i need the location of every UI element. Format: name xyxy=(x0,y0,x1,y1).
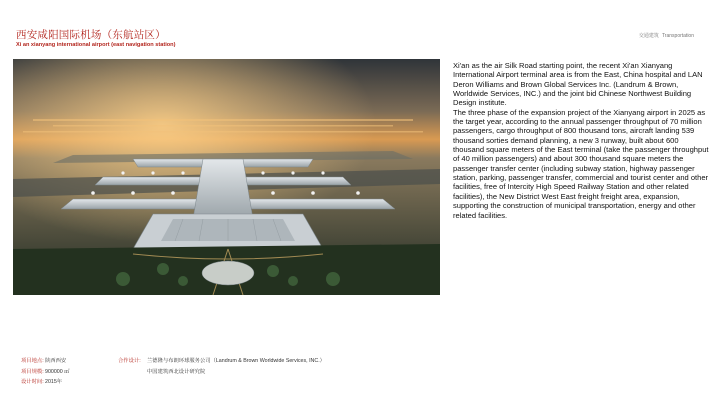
page-title-en: Xi an xianyang international airport (east navigation station) xyxy=(16,42,176,48)
project-description xyxy=(453,61,711,220)
info-label: 设计时间: xyxy=(21,379,44,385)
info-location xyxy=(21,356,69,367)
info-value: 陕西西安 xyxy=(45,358,67,364)
collaboration-info xyxy=(118,356,325,377)
category-label xyxy=(639,32,694,39)
info-scale xyxy=(21,367,69,378)
info-label: 项目地点: xyxy=(21,358,44,364)
category-cn: 交通建筑 xyxy=(638,33,659,39)
description-paragraph: The three phase of the expansion project of the Xianyang airport in 2025 as the target year, according to the annual passenger throughput of 70 million passengers, cargo throughput of 800 thousand tons, aircraft landing 539 thousand sorties demand planning, a new 3 runway, built about 600 thousand square meters of the East terminal (take the passenger throughput of 40 million passengers) and about 300 thousand square meters the passenger transfer center (including subway station, highway passenger station, parking, passenger transfer, commercial and tourist center and other facilities, free of Intercity High Speed Railway Station and other related facilities), the New District West East freight freight area, expansion, supporting the construction of municipal transportation, energy and other related facilities. xyxy=(453,107,709,220)
collaborator: 兰德隆与布朗环球服务公司（Landrum & Brown Worldwide Services, INC.） xyxy=(147,358,325,364)
info-value: 900000 ㎡ xyxy=(45,368,70,375)
page-title-cn: 西安咸阳国际机场（东航站区） xyxy=(16,29,166,41)
collaboration-label: 合作设计: xyxy=(118,358,141,364)
project-info xyxy=(21,356,69,388)
airport-rendering-image xyxy=(13,59,440,295)
collaboration-values xyxy=(147,356,325,377)
category-en: Transportation xyxy=(661,33,694,39)
info-design-time xyxy=(21,377,69,388)
info-label: 项目规模: xyxy=(21,368,44,375)
info-value: 2015年 xyxy=(45,379,63,385)
collaborator: 中国建筑西北设计研究院 xyxy=(147,368,206,375)
description-paragraph: Xi'an as the air Silk Road starting point, the recent Xi'an Xianyang International Airport terminal area is from the East, China hospital and LAN Deron Williams and Brown Global Services Inc. (Landrum & Brown, Worldwide Services, INC.) and the joint bid Chinese Northwest Building Design institute. xyxy=(453,61,703,108)
